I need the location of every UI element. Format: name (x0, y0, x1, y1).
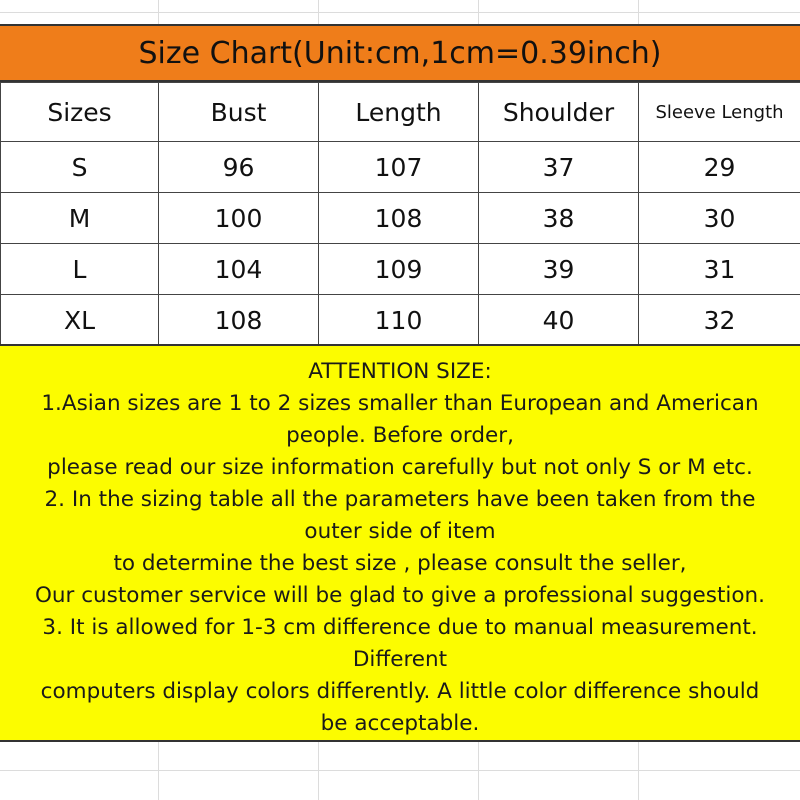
table-cell: XL (1, 295, 159, 346)
table-cell: 108 (159, 295, 319, 346)
table-cell: S (1, 142, 159, 193)
table-cell: 38 (479, 193, 639, 244)
notice-line: 2. In the sizing table all the parameters have been taken from the (44, 487, 756, 512)
column-header-bust: Bust (159, 83, 319, 142)
notice-line: to determine the best size , please consult the seller, (113, 551, 687, 576)
grid-line (0, 770, 800, 771)
table-cell: 40 (479, 295, 639, 346)
column-header-shoulder: Shoulder (479, 83, 639, 142)
notice-line: 1.Asian sizes are 1 to 2 sizes smaller than European and American (41, 391, 759, 416)
notice-line: computers display colors differently. A little color difference should (40, 679, 760, 704)
table-row (1, 193, 800, 244)
column-header-length: Length (319, 83, 479, 142)
notice-line: Our customer service will be glad to give a professional suggestion. (35, 583, 765, 608)
table-header-row (1, 83, 800, 142)
table-row (1, 142, 800, 193)
table-cell: 104 (159, 244, 319, 295)
table-cell: 110 (319, 295, 479, 346)
grid-line (0, 12, 800, 13)
notice-line: outer side of item (304, 519, 496, 544)
size-table (0, 82, 800, 346)
column-header-sleeve-length: Sleeve Length (639, 83, 800, 142)
table-row (1, 295, 800, 346)
notice-heading: ATTENTION SIZE: (308, 359, 492, 384)
table-cell: 32 (639, 295, 800, 346)
table-cell: 31 (639, 244, 800, 295)
table-cell: 108 (319, 193, 479, 244)
table-cell: 96 (159, 142, 319, 193)
notice-line: please read our size information carefully but not only S or M etc. (47, 455, 753, 480)
table-cell: 29 (639, 142, 800, 193)
size-chart-title: Size Chart(Unit:cm,1cm=0.39inch) (0, 24, 800, 82)
notice-line: 3. It is allowed for 1-3 cm difference due to manual measurement. (42, 615, 758, 640)
notice-line: people. Before order, (286, 423, 514, 448)
table-cell: 107 (319, 142, 479, 193)
table-cell: 100 (159, 193, 319, 244)
table-cell: 37 (479, 142, 639, 193)
table-row (1, 244, 800, 295)
table-cell: 109 (319, 244, 479, 295)
notice-line: Different (352, 647, 448, 672)
attention-notice (0, 344, 800, 742)
table-cell: L (1, 244, 159, 295)
table-cell: 39 (479, 244, 639, 295)
column-header-sizes: Sizes (1, 83, 159, 142)
table-cell: M (1, 193, 159, 244)
table-cell: 30 (639, 193, 800, 244)
notice-line: be acceptable. (320, 711, 480, 736)
